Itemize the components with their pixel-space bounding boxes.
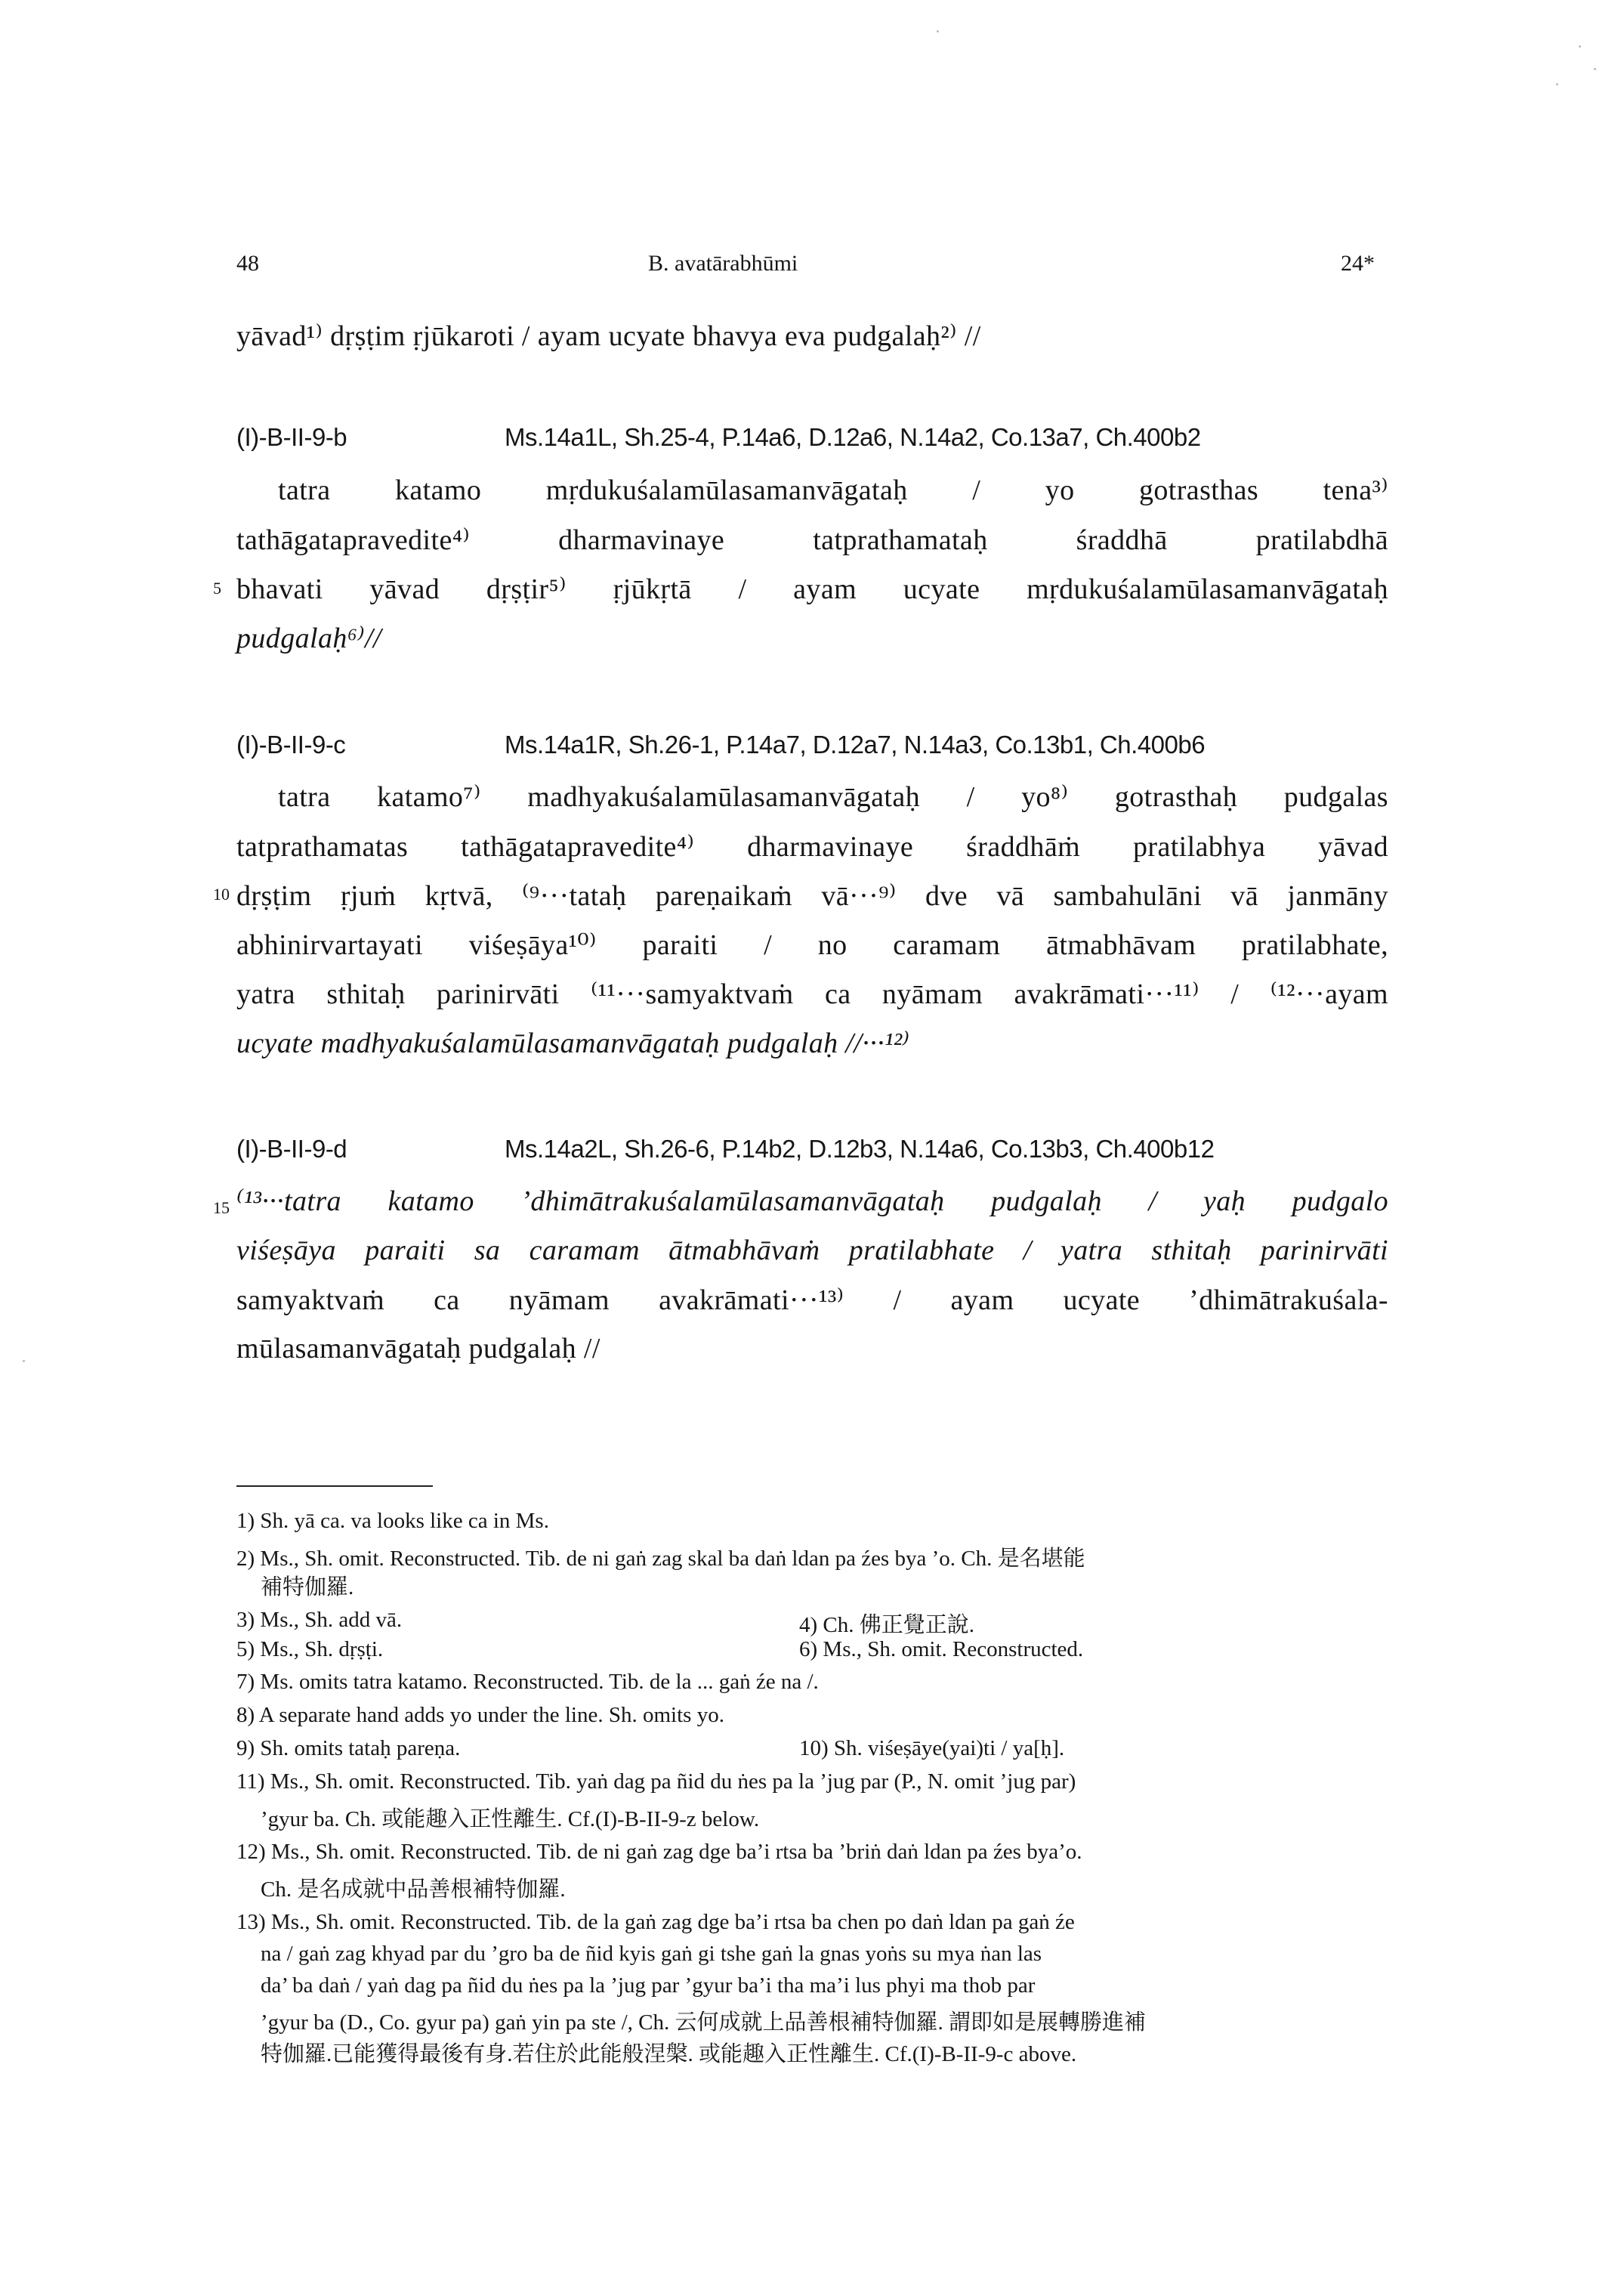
scan-speck — [1556, 83, 1558, 85]
body-line: tatra katamo mṛdukuśalamūlasamanvāgataḥ / yo gotrasthas tena³⁾ — [278, 474, 1388, 506]
footnote: 4) Ch. 佛正覺正說. — [799, 1613, 975, 1637]
line-number: 10 — [213, 885, 230, 904]
line-number: 5 — [213, 579, 221, 598]
section-refs: Ms.14a1L, Sh.25-4, P.14a6, D.12a6, N.14a2, Co.13a7, Ch.400b2 — [505, 423, 1201, 451]
footnote: 2) Ms., Sh. omit. Reconstructed. Tib. de ni gaṅ zag skal ba daṅ ldan pa źes bya ’o. Ch. 是名堪能 — [236, 1547, 1085, 1571]
body-line: viśeṣāya paraiti sa caramam ātmabhāvaṁ pratilabhate / yatra sthitaḥ parinirvāti — [236, 1235, 1388, 1266]
body-line: samyaktvaṁ ca nyāmam avakrāmati···¹³⁾ / ayam ucyate ’dhimātrakuśala- — [236, 1284, 1388, 1316]
section-refs: Ms.14a2L, Sh.26-6, P.14b2, D.12b3, N.14a6, Co.13b3, Ch.400b12 — [505, 1135, 1215, 1163]
scan-speck — [23, 1360, 25, 1362]
footnote-rule — [236, 1485, 433, 1487]
footnote: 8) A separate hand adds yo under the line. Sh. omits yo. — [236, 1703, 724, 1727]
footnote-continuation: na / gaṅ zag khyad par du ’gro ba de ñid kyis gaṅ gi tshe gaṅ la gnas yoṅs su mya ṅan las — [261, 1942, 1042, 1966]
footnote-continuation: 特伽羅.已能獲得最後有身.若住於此能般涅槃. 或能趣入正性離生. Cf.(I)-B-II-9-c above. — [261, 2042, 1077, 2066]
body-line: bhavati yāvad dṛṣṭir⁵⁾ ṛjūkṛtā / ayam ucyate mṛdukuśalamūlasamanvāgataḥ — [236, 573, 1388, 605]
line-number: 15 — [213, 1198, 230, 1217]
footnote: 1) Sh. yā ca. va looks like ca in Ms. — [236, 1509, 549, 1533]
running-title: B. avatārabhūmi — [648, 251, 798, 276]
footnote-continuation: ’gyur ba. Ch. 或能趣入正性離生. Cf.(I)-B-II-9-z below. — [261, 1807, 760, 1831]
body-line: tathāgatapravedite⁴⁾ dharmavinaye tatprathamataḥ śraddhā pratilabdhā — [236, 524, 1388, 556]
footnote: 6) Ms., Sh. omit. Reconstructed. — [799, 1637, 1084, 1661]
body-line: tatprathamatas tathāgatapravedite⁴⁾ dharmavinaye śraddhāṁ pratilabhya yāvad — [236, 831, 1388, 863]
footnote: 3) Ms., Sh. add vā. — [236, 1608, 403, 1632]
footnote: 5) Ms., Sh. dṛṣṭi. — [236, 1637, 384, 1661]
body-line: ⁽¹³···tatra katamo ’dhimātrakuśalamūlasamanvāgataḥ pudgalaḥ / yaḥ pudgalo — [236, 1185, 1388, 1217]
footnote: 11) Ms., Sh. omit. Reconstructed. Tib. yaṅ dag pa ñid du ṅes pa la ’jug par (P., N. omit ’jug par) — [236, 1769, 1076, 1794]
section-id: (I)-B-II-9-d — [236, 1135, 347, 1163]
body-line: mūlasamanvāgataḥ pudgalaḥ // — [236, 1333, 601, 1364]
folio-number: 24* — [1341, 251, 1375, 276]
body-line: abhinirvartayati viśeṣāya¹⁰⁾ paraiti / no caramam ātmabhāvam pratilabhate, — [236, 929, 1388, 961]
section-id: (I)-B-II-9-b — [236, 423, 347, 451]
footnote-continuation: 補特伽羅. — [261, 1575, 354, 1599]
footnote: 7) Ms. omits tatra katamo. Reconstructed. Tib. de la ... gaṅ źe na /. — [236, 1670, 819, 1694]
body-line: tatra katamo⁷⁾ madhyakuśalamūlasamanvāgataḥ / yo⁸⁾ gotrasthaḥ pudgalas — [278, 781, 1388, 813]
footnote: 12) Ms., Sh. omit. Reconstructed. Tib. de ni gaṅ zag dge ba’i rtsa ba ’briṅ daṅ ldan pa źes bya’o. — [236, 1840, 1082, 1864]
footnote: 13) Ms., Sh. omit. Reconstructed. Tib. de la gaṅ zag dge ba’i rtsa ba chen po daṅ ldan pa gaṅ źe — [236, 1910, 1075, 1934]
section-id: (I)-B-II-9-c — [236, 731, 346, 759]
scan-speck — [937, 30, 939, 32]
body-line: pudgalaḥ⁶⁾// — [236, 623, 382, 654]
body-line: ucyate madhyakuśalamūlasamanvāgataḥ pudgalaḥ //···¹²⁾ — [236, 1027, 910, 1059]
footnote: 10) Sh. viśeṣāye(yai)ti / ya[ḥ]. — [799, 1736, 1065, 1760]
footnote-continuation: da’ ba daṅ / yaṅ dag pa ñid du ṅes pa la ’jug par ’gyur ba’i tha ma’i lus phyi ma thob par — [261, 1973, 1036, 1998]
footnote-continuation: Ch. 是名成就中品善根補特伽羅. — [261, 1877, 566, 1902]
body-line: yatra sthitaḥ parinirvāti ⁽¹¹···samyaktvaṁ ca nyāmam avakrāmati···¹¹⁾ / ⁽¹²···ayam — [236, 978, 1388, 1010]
page-number: 48 — [236, 251, 259, 276]
scan-speck — [1594, 68, 1596, 70]
scan-speck — [1579, 45, 1581, 48]
section-refs: Ms.14a1R, Sh.26-1, P.14a7, D.12a7, N.14a3, Co.13b1, Ch.400b6 — [505, 731, 1206, 759]
footnote-continuation: ’gyur ba (D., Co. gyur pa) gaṅ yin pa ste /, Ch. 云何成就上品善根補特伽羅. 謂即如是展轉勝進補 — [261, 2010, 1146, 2035]
body-line: yāvad¹⁾ dṛṣṭim ṛjūkaroti / ayam ucyate bhavya eva pudgalaḥ²⁾ // — [236, 320, 981, 352]
body-line: dṛṣṭim ṛjuṁ kṛtvā, ⁽⁹···tataḥ pareṇaikaṁ vā···⁹⁾ dve vā sambahulāni vā janmāny — [236, 880, 1388, 912]
footnote: 9) Sh. omits tataḥ pareṇa. — [236, 1736, 461, 1760]
